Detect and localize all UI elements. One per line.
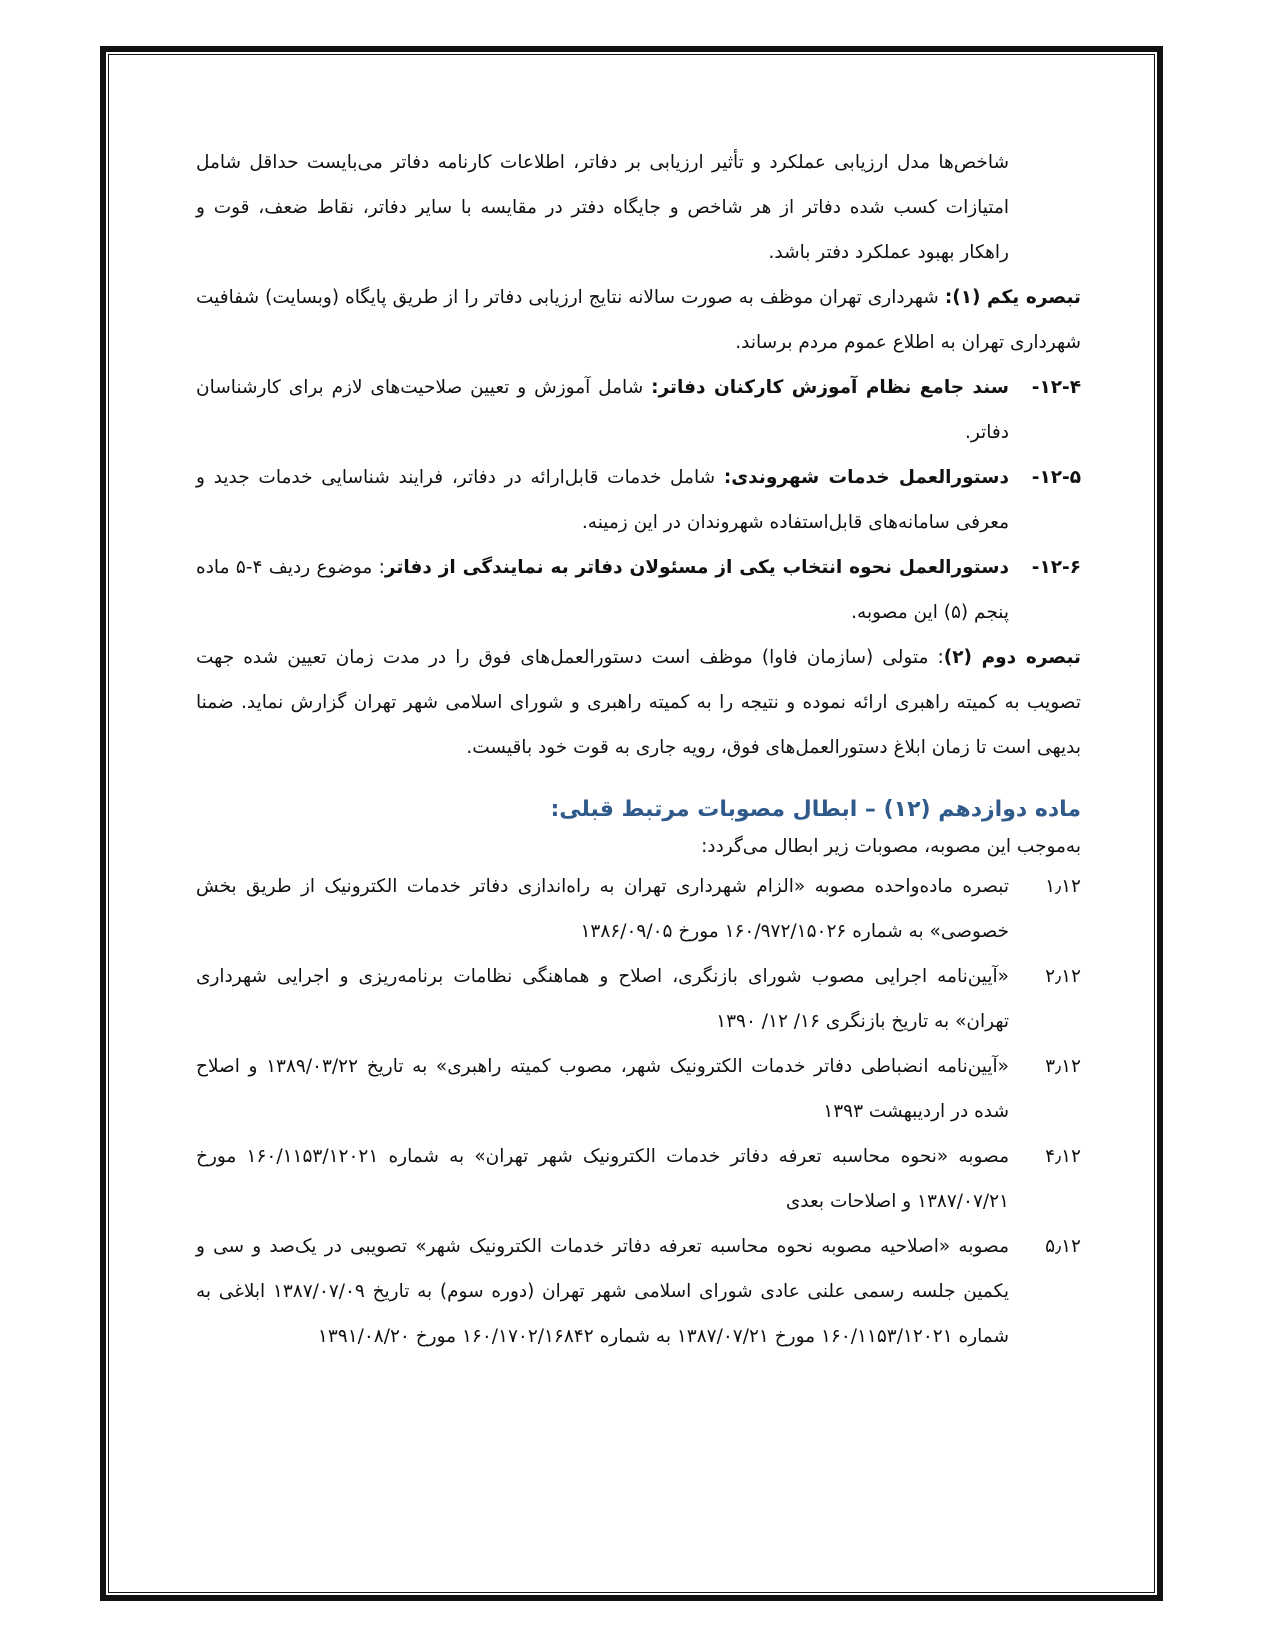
list-item-number: ۳٫۱۲ [1045,1056,1081,1077]
item-12-5-number: ۱۲-۵- [1031,467,1081,488]
item-12-5-text: شامل خدمات قابل‌ارائه در دفاتر، فرایند شناسایی خدمات جدید و معرفی سامانه‌های قابل‌استفاده شهروندان در این زمینه. [196,467,1009,533]
list-item-number: ۴٫۱۲ [1045,1146,1081,1167]
list-item-text: تبصره ماده‌واحده مصوبه «الزام شهرداری تهران به راه‌اندازی دفاتر خدمات الکترونیک از طریق بخش خصوصی» به شماره ۱۶۰/۹۷۲/۱۵۰۲۶ مورخ ۱۳۸۶/۰۹/۰۵ [196,876,1009,942]
note-1 [196,275,1081,365]
list-item-text: مصوبه «نحوه محاسبه تعرفه دفاتر خدمات الکترونیک شهر تهران» به شماره ۱۶۰/۱۱۵۳/۱۲۰۲۱ مورخ ۱۳۸۷/۰۷/۲۱ و اصلاحات بعدی [196,1146,1009,1212]
list-item [196,1044,1081,1134]
item-12-4-text: شامل آموزش و تعیین صلاحیت‌های لازم برای کارشناسان دفاتر. [196,377,1009,443]
item-12-4 [196,365,1081,455]
note-1-text: شهرداری تهران موظف به صورت سالانه نتایج ارزیابی دفاتر را از طریق پایگاه (وبسایت) شفافیت شهرداری تهران به اطلاع عموم مردم برساند. [196,287,1081,353]
list-item [196,864,1081,954]
item-12-6-number: ۱۲-۶- [1031,557,1081,578]
note-2-text: : متولی (سازمان فاوا) موظف است دستورالعمل‌های فوق را در مدت زمان تعیین شده جهت تصویب به کمیته راهبری ارائه نموده و نتیجه را به کمیته راهبری و شورای اسلامی شهر تهران گزارش نماید. ضمنا بدیهی است تا زمان ابلاغ دستورالعمل‌های فوق، رویه جاری به قوت خود باقیست. [196,647,1081,758]
article-12-heading: ماده دوازدهم (۱۲) – ابطال مصوبات مرتبط قبلی: [550,797,1081,822]
item-12-4-number: ۱۲-۴- [1031,377,1081,398]
item-12-6-title: دستورالعمل نحوه انتخاب یکی از مسئولان دفاتر به نمایندگی از دفاتر [384,557,1009,578]
item-12-5-title: دستورالعمل خدمات شهروندی: [723,467,1009,488]
list-item-number: ۵٫۱۲ [1045,1236,1081,1257]
note-2 [196,635,1081,770]
paragraph-top: شاخص‌ها مدل ارزیابی عملکرد و تأثیر ارزیابی بر دفاتر، اطلاعات کارنامه دفاتر می‌بایست حداقل شامل امتیازات کسب شده دفاتر از هر شاخص و جایگاه دفتر در مقایسه با سایر دفاتر، نقاط ضعف، قوت و راهکار بهبود عملکرد دفتر باشد. [196,152,1009,263]
list-item-text: مصوبه «اصلاحیه مصوبه نحوه محاسبه تعرفه دفاتر خدمات الکترونیک شهر» تصویبی در یک‌صد و سی و یکمین جلسه رسمی علنی عادی شورای اسلامی شهر تهران (دوره سوم) به تاریخ ۱۳۸۷/۰۷/۰۹ ابلاغی به شماره ۱۶۰/۱۱۵۳/۱۲۰۲۱ مورخ ۱۳۸۷/۰۷/۲۱ به شماره ۱۶۰/۱۷۰۲/۱۶۸۴۲ مورخ ۱۳۹۱/۰۸/۲۰ [196,1236,1009,1347]
list-item-text: «آیین‌نامه انضباطی دفاتر خدمات الکترونیک شهر، مصوب کمیته راهبری» به تاریخ ۱۳۸۹/۰۳/۲۲ و اصلاح شده در اردیبهشت ۱۳۹۳ [196,1056,1009,1122]
note-2-label: تبصره دوم (۲) [943,647,1081,668]
item-12-4-title: سند جامع نظام آموزش کارکنان دفاتر: [651,377,1009,398]
document-body [196,140,1081,1359]
list-item-number: ۱٫۱۲ [1045,876,1081,897]
note-1-label: تبصره یکم (۱): [944,287,1081,308]
item-12-5 [196,455,1081,545]
item-12-6-text: : موضوع ردیف ۴-۵ ماده پنجم (۵) این مصوبه. [196,557,1009,623]
list-item-text: «آیین‌نامه اجرایی مصوب شورای بازنگری، اصلاح و هماهنگی نظامات برنامه‌ریزی و اجرایی شهرداری تهران» به تاریخ بازنگری ۱۶/ ۱۲/ ۱۳۹۰ [196,966,1009,1032]
list-item [196,954,1081,1044]
list-item-number: ۲٫۱۲ [1045,966,1081,987]
item-12-6 [196,545,1081,635]
list-item [196,1224,1081,1359]
article-12-intro: به‌موجب این مصوبه، مصوبات زیر ابطال می‌گردد: [701,836,1081,857]
list-item [196,1134,1081,1224]
